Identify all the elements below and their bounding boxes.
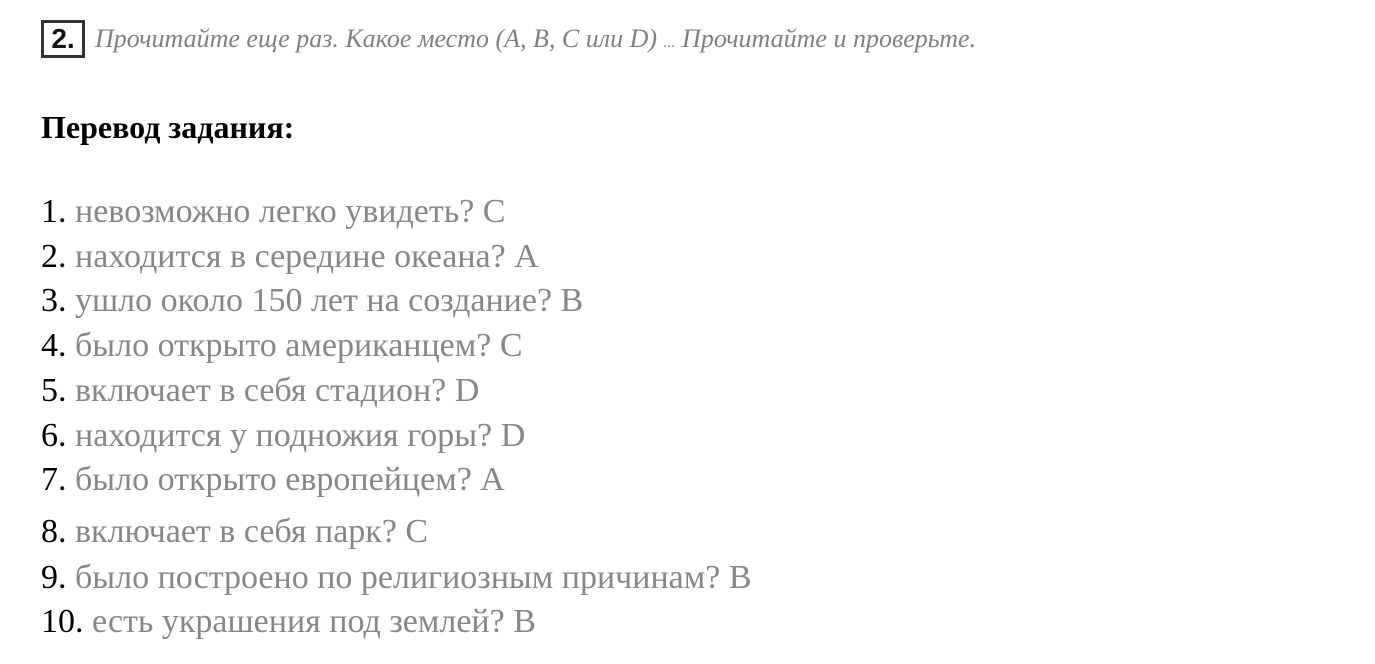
- task-instruction-text: Прочитайте еще раз. Какое место (A, B, C или D): [95, 24, 658, 53]
- answer-text: находится в середине океана? A: [75, 238, 539, 275]
- answer-item: [41, 374, 479, 408]
- answer-text: было открыто американцем? C: [75, 327, 523, 364]
- answer-text: включает в себя парк? C: [75, 513, 429, 550]
- answer-text: есть украшения под землей? B: [92, 603, 536, 640]
- section-title: Перевод задания:: [41, 109, 295, 145]
- task-instruction-end: Прочитайте и проверьте.: [682, 24, 977, 53]
- answer-text: невозможно легко увидеть? C: [75, 193, 506, 230]
- answer-text: находится у подножия горы? D: [75, 417, 526, 454]
- answer-item: [41, 561, 752, 595]
- answer-text: было построено по религиозным причинам? B: [75, 559, 752, 596]
- task-instruction-ellipsis: ...: [663, 34, 676, 51]
- answer-number: 10.: [41, 603, 84, 640]
- answer-number: 6.: [41, 417, 67, 454]
- answer-item: [41, 240, 539, 274]
- answer-item: [41, 329, 523, 363]
- answer-number: 7.: [41, 461, 67, 498]
- answer-number: 2.: [41, 238, 67, 275]
- task-instruction: [95, 24, 976, 54]
- answer-text: было открыто европейцем? A: [75, 461, 505, 498]
- answer-text: ушло около 150 лет на создание? B: [75, 282, 584, 319]
- answer-number: 3.: [41, 282, 67, 319]
- answer-number: 1.: [41, 193, 67, 230]
- answer-number: 9.: [41, 559, 67, 596]
- task-header: [41, 20, 976, 58]
- answer-item: [41, 605, 536, 639]
- answer-text: включает в себя стадион? D: [75, 372, 480, 409]
- answer-number: 5.: [41, 372, 67, 409]
- answer-number: 4.: [41, 327, 67, 364]
- answer-item: [41, 284, 583, 318]
- answer-item: [41, 195, 505, 229]
- answer-item: [41, 463, 505, 497]
- answer-item: [41, 419, 525, 453]
- answer-item: [41, 515, 428, 549]
- answer-number: 8.: [41, 513, 67, 550]
- task-number-badge: 2.: [41, 20, 85, 58]
